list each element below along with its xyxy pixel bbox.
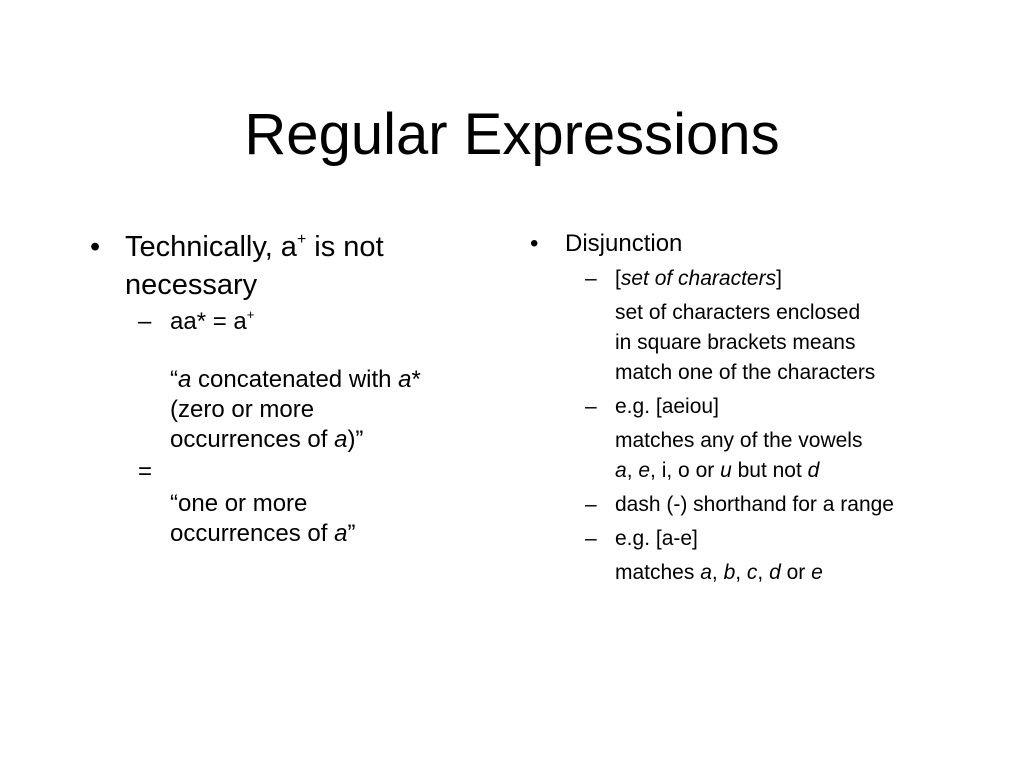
set-of-characters-paragraph: set of characters enclosed in square brackets means match one of the characters — [615, 301, 876, 384]
dash-icon: – — [138, 308, 152, 335]
left-bullet-technically — [90, 228, 490, 304]
disjunction-text: Disjunction — [565, 230, 683, 257]
matches-a-to-e-paragraph: matches a, b, c, d or e — [615, 561, 823, 584]
dash-icon: – — [585, 395, 597, 418]
equation-text: aa* = a — [170, 308, 247, 335]
equals-sign: = — [138, 458, 153, 485]
dash-icon: – — [585, 527, 597, 550]
italic-a: a — [178, 366, 192, 393]
right-sub-eg-aeiou: – e.g. [aeiou] — [530, 392, 1000, 422]
slide-title: Regular Expressions — [244, 102, 780, 167]
plus-superscript: + — [296, 231, 307, 249]
technically-rest: is not necessary — [125, 231, 384, 301]
left-sub-equals — [90, 457, 490, 487]
vowels-paragraph: matches any of the vowels a, e, i, o or u but not d — [615, 429, 863, 482]
bullet-icon: • — [530, 230, 539, 257]
one-or-more-paragraph: “one or more occurrences of a” — [170, 490, 356, 547]
plus-superscript: + — [246, 307, 255, 323]
italic-a: a — [334, 520, 348, 547]
left-sub-equation — [90, 307, 490, 337]
right-sub-set-of-characters: – [set of characters] — [530, 264, 1000, 294]
concatenation-paragraph: “a concatenated with a* (zero or more occurrences of a)” — [170, 366, 421, 453]
right-sub-eg-a-e: – e.g. [a-e] — [530, 524, 1000, 554]
dash-icon: – — [585, 493, 597, 516]
right-bullet-disjunction — [530, 228, 1000, 260]
italic-a: a — [334, 426, 348, 453]
dash-icon: – — [585, 267, 597, 290]
bullet-icon: • — [90, 231, 101, 263]
right-sub-dash-shorthand: – dash (-) shorthand for a range — [530, 490, 915, 520]
italic-a: a — [398, 366, 412, 393]
left-column — [90, 228, 490, 549]
technically-text: Technically, a — [125, 231, 297, 263]
right-column — [530, 228, 1000, 588]
